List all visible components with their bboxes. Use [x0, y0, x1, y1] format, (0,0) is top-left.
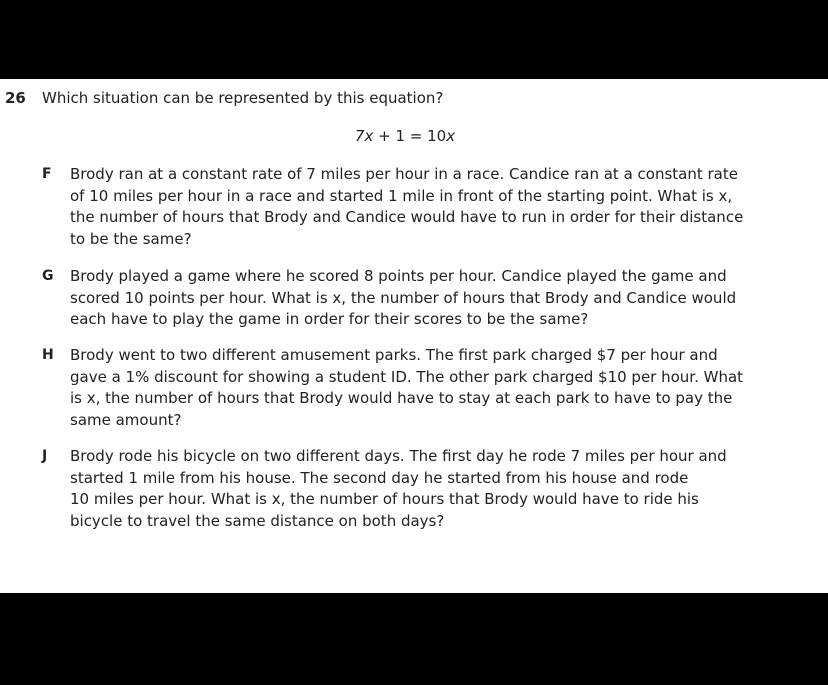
choice-letter: G	[42, 268, 54, 284]
equation-middle: + 1 = 10	[373, 127, 447, 145]
choice-text: Brody rode his bicycle on two different days. The first day he rode 7 miles per hour and started 1 mile from his house. The second day he started from his house and rode 10 miles per hour. What is x, the number of hours that Brody would have to ride his bicycle to travel the same distance on both days?	[70, 447, 727, 530]
choice-letter: F	[42, 166, 52, 182]
equation	[0, 126, 810, 146]
choice-text: Brody went to two different amusement parks. The first park charged $7 per hour and gave a 1% discount for showing a student ID. The other park charged $10 per hour. What is x, the number of hours that Brody would have to stay at each park to have to pay the same amount?	[70, 346, 744, 429]
choice-text: Brody played a game where he scored 8 points per hour. Candice played the game and scored 10 points per hour. What is x, the number of hours that Brody and Candice would each have to play the game in order for their scores to be the same?	[70, 267, 737, 328]
equation-variable: x	[446, 127, 456, 145]
choice-letter: J	[42, 448, 48, 464]
top-black-band	[0, 0, 828, 79]
bottom-black-band	[0, 593, 828, 685]
equation-lhs: 7x	[354, 127, 374, 145]
question-number: 26	[5, 89, 26, 107]
question-page	[0, 79, 828, 593]
question-prompt: Which situation can be represented by this equation?	[42, 89, 444, 107]
choice-letter: H	[42, 347, 54, 363]
choice-text: Brody ran at a constant rate of 7 miles per hour in a race. Candice ran at a constant rate of 10 miles per hour in a race and started 1 mile in front of the starting point. What is x, the number of hours that Brody and Candice would have to run in order for their distance to be the same?	[70, 165, 744, 248]
